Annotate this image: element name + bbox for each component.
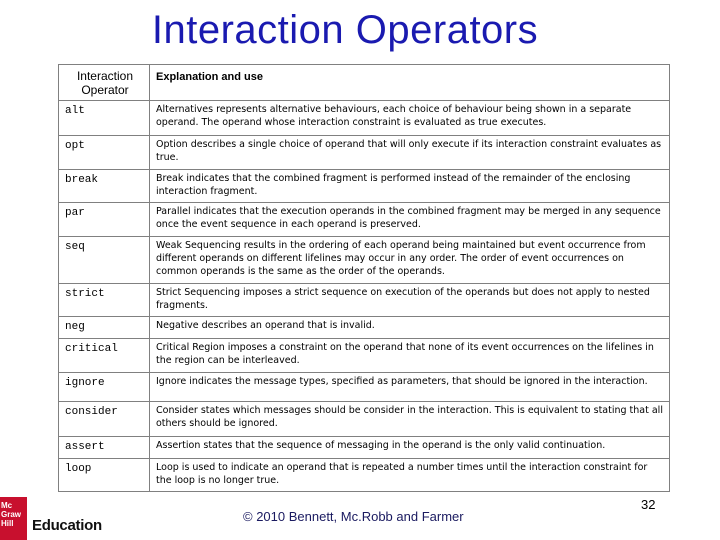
table-row — [59, 459, 670, 492]
explanation-cell: Strict Sequencing imposes a strict sequence on execution of the operands but does not apply to nested fragments. — [150, 284, 670, 317]
logo-line-hill: Hill — [1, 519, 14, 528]
table-row — [59, 170, 670, 203]
explanation-cell: Alternatives represents alternative behaviours, each choice of behaviour being shown in a separate operand. The operand whose interaction constraint is evaluated as true executes. — [150, 101, 670, 136]
table-row — [59, 136, 670, 170]
operator-cell: loop — [59, 459, 150, 492]
operator-cell: seq — [59, 237, 150, 284]
explanation-cell: Ignore indicates the message types, specified as parameters, that should be ignored in the interaction. — [150, 373, 670, 402]
operators-table — [58, 64, 670, 492]
table-header-row — [59, 65, 670, 101]
explanation-cell: Negative describes an operand that is invalid. — [150, 317, 670, 339]
table-row — [59, 402, 670, 437]
table-row — [59, 101, 670, 136]
table-row — [59, 237, 670, 284]
operator-cell: strict — [59, 284, 150, 317]
mcgraw-hill-logo-box — [0, 497, 27, 540]
table-row — [59, 339, 670, 373]
explanation-cell: Critical Region imposes a constraint on the operand that none of its event occurrences on the lifelines in the region can be interleaved. — [150, 339, 670, 373]
page-number: 32 — [641, 497, 656, 512]
explanation-cell: Consider states which messages should be consider in the interaction. This is equivalent to stating that all others should be ignored. — [150, 402, 670, 437]
table-row — [59, 373, 670, 402]
explanation-cell: Assertion states that the sequence of messaging in the operand is the only valid continuation. — [150, 437, 670, 459]
explanation-cell: Option describes a single choice of operand that will only execute if its interaction constraint evaluates as true. — [150, 136, 670, 170]
logo-education-text: Education — [32, 517, 102, 534]
operator-cell: consider — [59, 402, 150, 437]
operator-cell: par — [59, 203, 150, 237]
table-row — [59, 203, 670, 237]
copyright-notice: © 2010 Bennett, Mc.Robb and Farmer — [243, 509, 464, 524]
header-explanation: Explanation and use — [150, 65, 670, 101]
logo-line-graw: Graw — [1, 510, 22, 519]
table-row — [59, 284, 670, 317]
table-row — [59, 317, 670, 339]
page-title: Interaction Operators — [151, 8, 539, 52]
operator-cell: opt — [59, 136, 150, 170]
explanation-cell: Parallel indicates that the execution operands in the combined fragment may be merged in any sequence once the event sequence in each operand is preserved. — [150, 203, 670, 237]
explanation-cell: Weak Sequencing results in the ordering of each operand being maintained but event occurrence from different operands on different lifelines may occur in any order. The order of event occurrences on common operands is the same as the order of the operands. — [150, 237, 670, 284]
explanation-cell: Loop is used to indicate an operand that is repeated a number times until the interaction constraint for the loop is no longer true. — [150, 459, 670, 492]
table-row — [59, 437, 670, 459]
operator-cell: assert — [59, 437, 150, 459]
operator-cell: critical — [59, 339, 150, 373]
operator-cell: break — [59, 170, 150, 203]
operator-cell: alt — [59, 101, 150, 136]
operator-cell: neg — [59, 317, 150, 339]
logo-line-mc: Mc — [1, 501, 13, 510]
operator-cell: ignore — [59, 373, 150, 402]
explanation-cell: Break indicates that the combined fragment is performed instead of the remainder of the enclosing interaction fragment. — [150, 170, 670, 203]
header-operator: Interaction Operator — [59, 65, 150, 101]
mcgraw-hill-education-logo — [0, 497, 104, 540]
